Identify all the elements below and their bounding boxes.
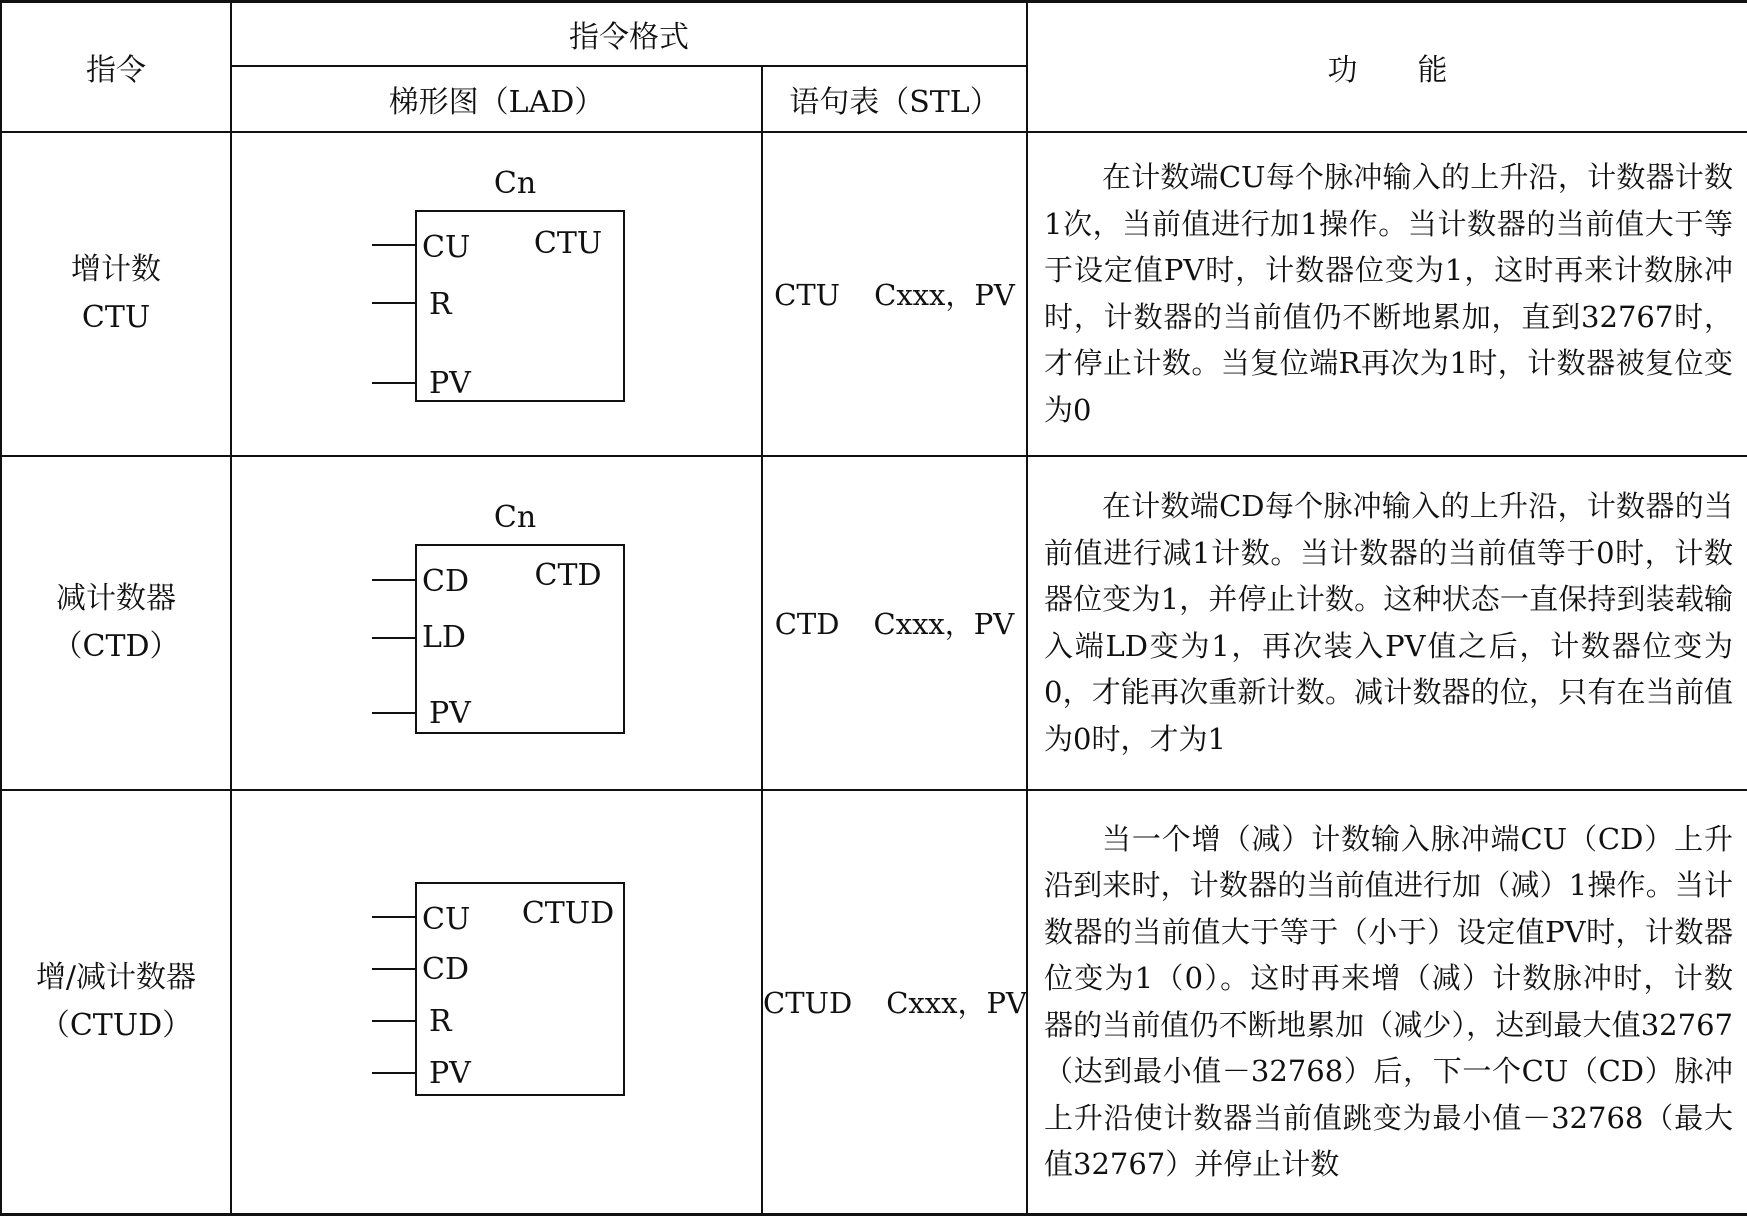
function-description: 在计数端CU每个脉冲输入的上升沿，计数器计数1次，当前值进行加1操作。当计数器的当前值大于等于设定值PV时，计数器位变为1，这时再来计数脉冲时，计数器的当前值仍不断地累加，直到32767时，才停止计数。当复位端R再次为1时，计数器被复位变为0 <box>1044 160 1733 427</box>
input-label: CD <box>422 563 470 599</box>
stl-cell <box>762 132 1027 456</box>
input-label: CD <box>422 951 470 987</box>
stl-cell <box>762 790 1027 1215</box>
stl-cell <box>762 456 1027 790</box>
function-description: 在计数端CD每个脉冲输入的上升沿，计数器的当前值进行减1计数。当计数器的当前值等于0时，计数器位变为1，并停止计数。这种状态一直保持到装载输入端LD变为1，再次装入PV值之后，计数器位变为0，才能再次重新计数。减计数器的位，只有在当前值为0时，才为1 <box>1044 489 1733 756</box>
function-description-cell <box>1027 456 1747 790</box>
function-description-cell <box>1027 132 1747 456</box>
instruction-mnemonic: （CTUD） <box>39 1007 193 1043</box>
instruction-mnemonic: CTU <box>81 299 151 335</box>
block-type: CTUD <box>521 895 615 931</box>
table-row <box>1 456 1747 790</box>
block-title: Cn <box>493 165 537 201</box>
lad-diagram-cell <box>231 790 762 1215</box>
ctu-ladder-block <box>232 133 761 455</box>
input-label: CU <box>422 229 471 265</box>
input-label: PV <box>429 1055 471 1091</box>
header-lad: 梯形图（LAD） <box>231 66 762 132</box>
header-format: 指令格式 <box>231 2 1027 66</box>
function-description: 当一个增（减）计数输入脉冲端CU（CD）上升沿到来时，计数器的当前值进行加（减）1操作。当计数器的当前值大于等于（小于）设定值PV时，计数器位变为1（0）。这时再来增（减）计数脉冲时，计数器的当前值仍不断地累加（减少），达到最大值32767（达到最小值－32768）后，下一个CU（CD）脉冲上升沿使计数器当前值跳变为最小值－32768（最大值32767）并停止计数 <box>1044 821 1733 1181</box>
stl-operands: Cxxx，PV <box>874 278 1015 312</box>
input-label: R <box>429 286 452 322</box>
stl-opcode: CTUD <box>763 986 853 1020</box>
instruction-name-cell <box>1 132 231 456</box>
input-label: LD <box>422 619 466 655</box>
function-description-cell <box>1027 790 1747 1215</box>
stl-opcode: CTU <box>774 278 841 312</box>
lad-diagram-cell <box>231 456 762 790</box>
ctd-ladder-block <box>232 457 761 789</box>
header-instruction: 指令 <box>1 2 231 132</box>
instruction-name: 减计数器 <box>56 580 176 616</box>
instruction-name-cell <box>1 790 231 1215</box>
instruction-name: 增计数 <box>71 251 161 287</box>
lad-diagram-cell <box>231 132 762 456</box>
stl-operands: Cxxx，PV <box>886 986 1027 1020</box>
table-row <box>1 132 1747 456</box>
stl-operands: Cxxx，PV <box>873 607 1015 641</box>
block-type: CTU <box>533 225 603 261</box>
input-label: CU <box>422 901 471 937</box>
header-stl: 语句表（STL） <box>762 66 1027 132</box>
block-title: Cn <box>493 499 537 535</box>
input-label: PV <box>429 365 471 401</box>
ctud-ladder-block <box>232 791 761 1213</box>
instruction-mnemonic: （CTD） <box>52 628 180 664</box>
instruction-name-cell <box>1 456 231 790</box>
header-function: 功 能 <box>1027 2 1747 132</box>
block-type: CTD <box>534 557 602 593</box>
instruction-name: 增/减计数器 <box>35 959 197 995</box>
input-label: PV <box>429 695 471 731</box>
input-label: R <box>429 1003 452 1039</box>
table-row <box>1 790 1747 1215</box>
stl-opcode: CTD <box>774 607 840 641</box>
